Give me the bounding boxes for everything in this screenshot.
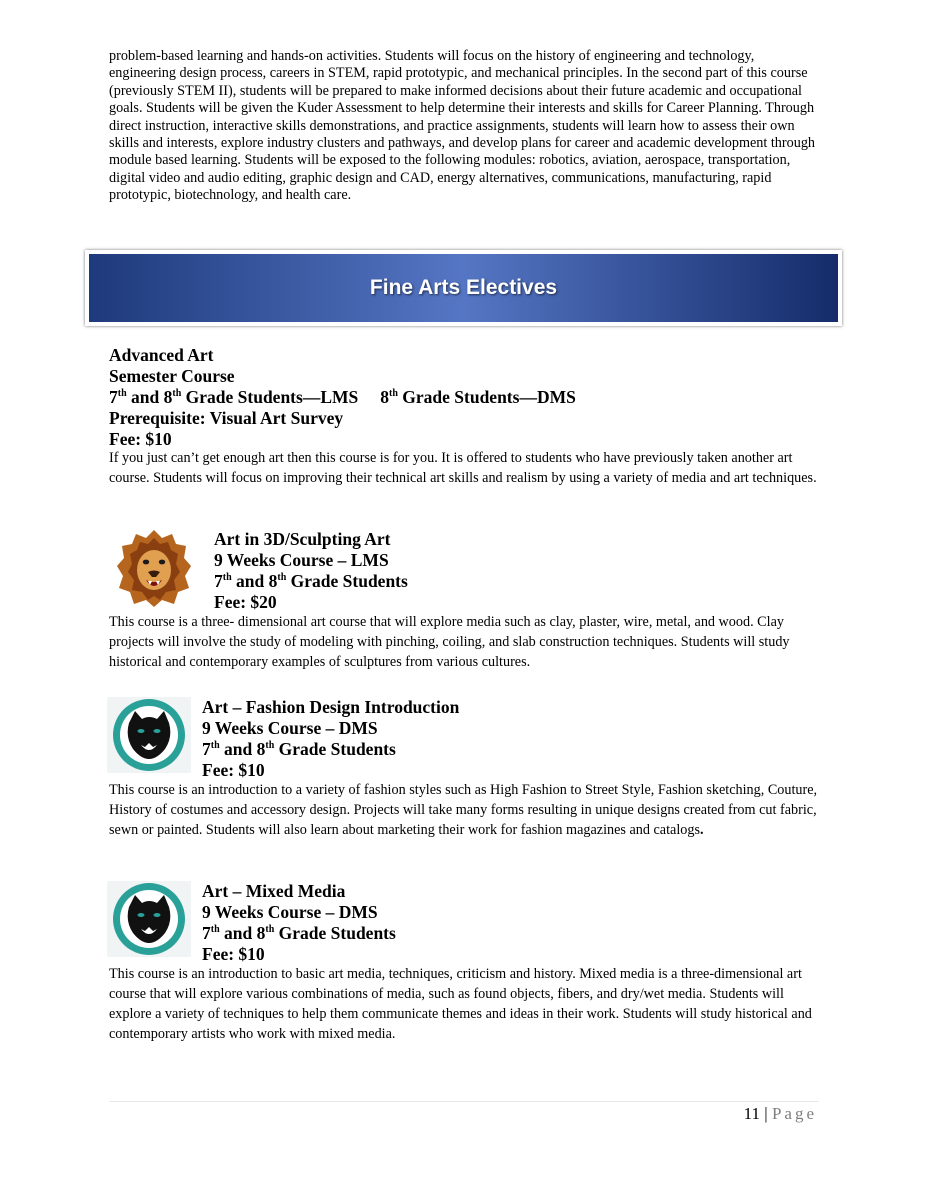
course-duration: 9 Weeks Course – DMS: [202, 718, 378, 738]
course-grades: 7th and 8th Grade Students: [202, 923, 396, 943]
course-title: Art in 3D/Sculpting Art: [214, 529, 391, 549]
course-grades: 7th and 8th Grade Students: [214, 571, 408, 591]
course-advanced-art: [109, 345, 576, 450]
panther-mascot-icon: [107, 697, 191, 773]
course-duration: Semester Course: [109, 366, 235, 386]
course-duration: 9 Weeks Course – DMS: [202, 902, 378, 922]
course-fee: Fee: $10: [109, 429, 172, 449]
course-fashion-design: [202, 697, 459, 781]
footer-divider: [109, 1101, 819, 1102]
course-grades: 7th and 8th Grade Students—LMS 8th Grade Students—DMS: [109, 387, 576, 407]
course-art-in-3d: [214, 529, 408, 613]
footer-separator: |: [760, 1104, 772, 1123]
panther-mascot-icon: [107, 881, 191, 957]
course-description: This course is an introduction to basic art media, techniques, criticism and history. Mixed media is a three-dimensional art course that will explore various combinations of media, such as found objects, fibers, and dry/wet media. Students will explore a variety of techniques to help them communicate themes and ideas in their work. Students will study historical and contemporary artists who work with mixed media.: [109, 966, 812, 1042]
course-fee: Fee: $20: [214, 592, 277, 612]
section-banner: [85, 250, 842, 326]
lion-mascot-icon: [116, 528, 192, 608]
course-prerequisite: Prerequisite: Visual Art Survey: [109, 408, 344, 428]
course-description: If you just can’t get enough art then this course is for you. It is offered to students who have previously taken another art course. Students will focus on improving their technical art skills and realism by using a variety of media and art techniques.: [109, 450, 817, 486]
course-grades: 7th and 8th Grade Students: [202, 739, 396, 759]
course-title: Art – Fashion Design Introduction: [202, 697, 460, 717]
section-banner-title: Fine Arts Electives: [369, 276, 558, 299]
course-description: This course is a three- dimensional art course that will explore media such as clay, plaster, wire, metal, and wood. Clay projects will involve the study of modeling with pinching, coiling, and slab construction techniques. Students will study historical and contemporary examples of sculptures from various cultures.: [109, 614, 790, 670]
intro-paragraph: problem-based learning and hands-on activities. Students will focus on the history of engineering and technology, engineering design process, careers in STEM, rapid prototypic, and mechanical principles. In the second part of this course (previously STEM II), students will be prepared to make informed decisions about their future academic and occupational goals. Students will be given the Kuder Assessment to help determine their interests and skills for Career Planning. Through direct instruction, interactive skills demonstrations, and practice assignments, students will learn how to assess their own skills and interests, explore industry clusters and pathways, and develop plans for career and academic development through module based learning. Students will be exposed to the following modules: robotics, aviation, aerospace, transportation, digital video and audio editing, graphic design and CAD, energy alternatives, communications, manufacturing, rapid prototypic, biotechnology, and health care.: [109, 48, 816, 204]
page-footer: [744, 1104, 817, 1124]
course-fee: Fee: $10: [202, 760, 265, 780]
page-number: 11: [743, 1104, 761, 1123]
course-fee: Fee: $10: [202, 944, 265, 964]
course-mixed-media: [202, 881, 396, 965]
page-label: Page: [771, 1104, 817, 1123]
course-description: This course is an introduction to a variety of fashion styles such as High Fashion to Street Style, Fashion sketching, Couture, History of costumes and accessory design. Projects will take many forms resulting in unique designs created from cut fabric, sewn or painted. Students will also learn about marketing their work for fashion magazines and catalogs.: [109, 782, 818, 838]
course-duration: 9 Weeks Course – LMS: [214, 550, 389, 570]
course-title: Advanced Art: [109, 345, 214, 365]
course-title: Art – Mixed Media: [202, 881, 346, 901]
